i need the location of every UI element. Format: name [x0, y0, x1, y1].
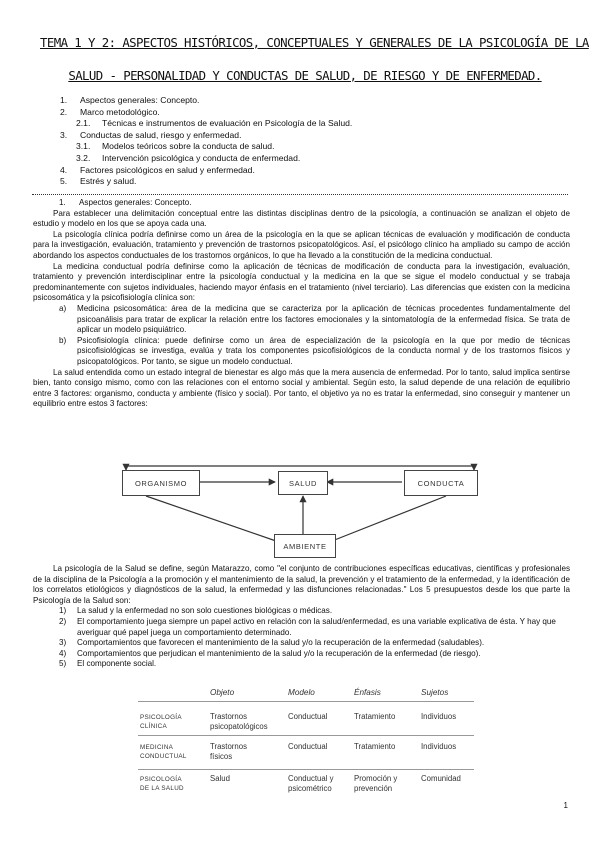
list-item-text: Comportamientos que perjudican el mantenimiento de la salud y/o la recuperación de la enfermedad (de riesgo).	[77, 648, 481, 658]
document-body	[33, 198, 570, 410]
list-item-number: 4)	[59, 648, 67, 658]
list-item	[33, 617, 570, 638]
toc-item-label: Factores psicológicos en salud y enfermedad.	[80, 164, 255, 175]
ambiente-box: AMBIENTE	[274, 534, 336, 558]
toc-item	[60, 130, 352, 142]
list-item-text: La salud y la enfermedad no son solo cuestiones biológicas o médicas.	[77, 606, 333, 616]
row-label	[140, 775, 184, 793]
dotted-separator	[32, 194, 568, 195]
list-item	[33, 659, 570, 670]
toc-item-number: 1.	[60, 95, 68, 105]
row-label-line: CLÍNICA	[140, 723, 167, 730]
toc-item	[60, 107, 352, 119]
table-rule	[138, 735, 474, 736]
paragraph-intro: Para establecer una delimitación conceptual entre las distintas disciplinas dentro de la psicología, a continuación se analizan el objeto de estudio y modelo en los que se apoya cada una.	[33, 208, 570, 229]
comparison-table	[138, 685, 474, 805]
paragraph-clinical-psychology: La psicología clínica podría definirse como un área de la psicología en la que se aplican técnicas de evaluación y modificación de conducta para la investigación, evaluación, tratamiento y prevención de trastornos psicopatológicos. Así, el psicólogo clínico ha ampliado su campo de acción abordando los aspectos conductuales de los trastornos orgánicos, lo que ha llevado a la constitución de la medicina conductual.	[33, 229, 570, 260]
list-item-psychosomatic: Medicina psicosomática: área de la medicina que se caracteriza por la aplicación de técnicas procedentes fundamentalmente del psicoanálisis para tratar de explicar la relación entre los factores emocionales y la sintomatología de la enfermedad física. Se trata de aplicar un modelo psiquiátrico.	[77, 303, 570, 335]
list-item-number: 3)	[59, 638, 67, 648]
toc-item	[60, 165, 352, 177]
title-line-2: SALUD - PERSONALIDAD Y CONDUCTAS DE SALUD, DE RIESGO Y DE ENFERMEDAD.	[68, 68, 542, 83]
toc-item-label: Conductas de salud, riesgo y enfermedad.	[80, 129, 242, 140]
toc-subitem	[60, 141, 352, 153]
toc-item-label: Modelos teóricos sobre la conducta de salud.	[102, 141, 275, 152]
list-item	[33, 336, 570, 368]
section-title: Aspectos generales: Concepto.	[79, 198, 192, 207]
cell-enfasis: Promoción y prevención	[354, 774, 398, 793]
table-of-contents	[60, 95, 352, 188]
toc-item-number: 2.	[60, 106, 68, 117]
cell-objeto: Salud	[210, 774, 230, 783]
toc-item-number: 2.1.	[76, 118, 91, 129]
paragraph-health-psychology: La psicología de la Salud se define, según Matarazzo, como "el conjunto de contribuciones específicas educativas, científicas y profesionales de la disciplina de la Psicología a la promoción y el mantenimiento de la salud, la prevención y el tratamiento de la enfermedad, y la identificación de los correlatos etiológicos y diagnósticos de la salud, la enfermedad y las disfunciones relacionadas." Los 5 presupuestos desde los que parte la Psicología de la Salud son:	[33, 564, 570, 605]
table-header-enfasis: Énfasis	[354, 688, 381, 697]
list-item-psychophysiology: Psicofisiología clínica: puede definirse como un área de especialización de la psicología en la que por medio de técnicas psicofisiológicas se investiga, evalúa y trata los componentes psicofisiológicos de la conducta normal y de los trastornos físicos y psicopatológicos. Por tanto, se sigue un modelo conductual.	[77, 335, 570, 366]
paragraph-health-definition: La salud entendida como un estado integral de bienestar es algo más que la mera ausencia de enfermedad. Por lo tanto, salud implica sentirse bien, tanto consigo mismo, como con las relaciones con el entorno social y ambiental. Según esto, la salud depende de una relación de equilibrio entre 3 factores: organismo, conducta y ambiente (físico y social). Por tanto, el objetivo ya no es tratar la enfermedad, sino conseguir y mantener un equilibrio entre estos 3 factores:	[33, 367, 570, 409]
line-conducta-ambiente	[332, 496, 446, 541]
table-header-objeto: Objeto	[210, 688, 235, 697]
toc-item-label: Técnicas e instrumentos de evaluación en Psicología de la Salud.	[102, 118, 353, 129]
list-item-text: El comportamiento juega siempre un papel activo en relación con la salud/enfermedad, es una variable explicativa de ésta. Y hay que averiguar qué papel juega un comportamiento determinado.	[77, 616, 556, 637]
list-item-text: El componente social.	[77, 659, 157, 669]
list-item-number: 5)	[59, 659, 67, 669]
list-item-number: 1)	[59, 606, 67, 616]
cell-modelo: Conductual	[288, 742, 328, 751]
cell-objeto: Trastornos psicopatológicos	[210, 712, 268, 731]
table-header-modelo: Modelo	[288, 688, 315, 697]
salud-box: SALUD	[278, 471, 328, 495]
toc-item-number: 3.1.	[76, 141, 91, 152]
list-item-text: Comportamientos que favorecen el mantenimiento de la salud y/o la recuperación de la enfermedad (saludables).	[77, 638, 485, 648]
toc-item-number: 4.	[60, 164, 68, 175]
organismo-box: ORGANISMO	[122, 470, 200, 496]
toc-item	[60, 176, 352, 188]
row-label-line: PSICOLOGÍA	[140, 776, 182, 783]
row-label-line: DE LA SALUD	[140, 785, 184, 792]
toc-item	[60, 95, 352, 107]
list-item	[33, 649, 570, 660]
section-number: 1.	[59, 198, 66, 207]
list-item	[33, 638, 570, 649]
cell-modelo: Conductual	[288, 712, 328, 721]
toc-item-label: Estrés y salud.	[80, 176, 137, 187]
cell-sujetos: Individuos	[421, 712, 457, 721]
title-line-1: TEMA 1 Y 2: ASPECTOS HISTÓRICOS, CONCEPTUALES Y GENERALES DE LA PSICOLOGÍA DE LA	[40, 35, 589, 50]
health-factors-diagram	[120, 458, 480, 560]
document-body-continued	[33, 564, 570, 670]
list-item-number: 2)	[59, 616, 67, 626]
row-label	[140, 713, 182, 731]
row-label	[140, 743, 187, 761]
cell-enfasis: Tratamiento	[354, 712, 396, 721]
line-organismo-ambiente	[146, 496, 276, 541]
list-item	[33, 304, 570, 336]
row-label-line: CONDUCTUAL	[140, 753, 187, 760]
list-item-marker: a)	[59, 303, 67, 313]
cell-sujetos: Comunidad	[421, 774, 461, 783]
toc-item-label: Marco metodológico.	[80, 106, 160, 117]
section-heading	[33, 198, 570, 209]
toc-item-number: 3.2.	[76, 152, 91, 163]
table-header-sujetos: Sujetos	[421, 688, 449, 697]
toc-subitem	[60, 153, 352, 165]
list-item-marker: b)	[59, 335, 67, 345]
row-label-line: PSICOLOGÍA	[140, 714, 182, 721]
toc-item-number: 5.	[60, 176, 68, 187]
cell-modelo: Conductual y psicométrico	[288, 774, 334, 793]
conducta-box: CONDUCTA	[404, 470, 478, 496]
table-rule	[138, 769, 474, 770]
toc-item-label: Aspectos generales: Concepto.	[80, 95, 200, 105]
row-label-line: MEDICINA	[140, 744, 174, 751]
toc-item-label: Intervención psicológica y conducta de enfermedad.	[102, 152, 301, 163]
paragraph-behavioral-medicine: La medicina conductual podría definirse como la aplicación de técnicas de modificación de conducta para la investigación, evaluación, tratamiento y prevención interdisciplinar entre la psicología conductual y la medicina en la que se sigue el modelo conductual y se trabaja predominantemente con sujetos individuales, haciendo mayor énfasis en el tratamiento (nivel terciario). Las diferencias que existen con la medicina psicosomática y la psicofisiología clínica son:	[33, 261, 570, 303]
cell-enfasis: Tratamiento	[354, 742, 396, 751]
cell-objeto: Trastornos físicos	[210, 742, 247, 761]
table-rule	[138, 701, 474, 702]
toc-item-number: 3.	[60, 129, 68, 140]
cell-sujetos: Individuos	[421, 742, 457, 751]
toc-subitem	[60, 118, 352, 130]
page-number: 1	[563, 801, 568, 810]
list-item	[33, 606, 570, 617]
